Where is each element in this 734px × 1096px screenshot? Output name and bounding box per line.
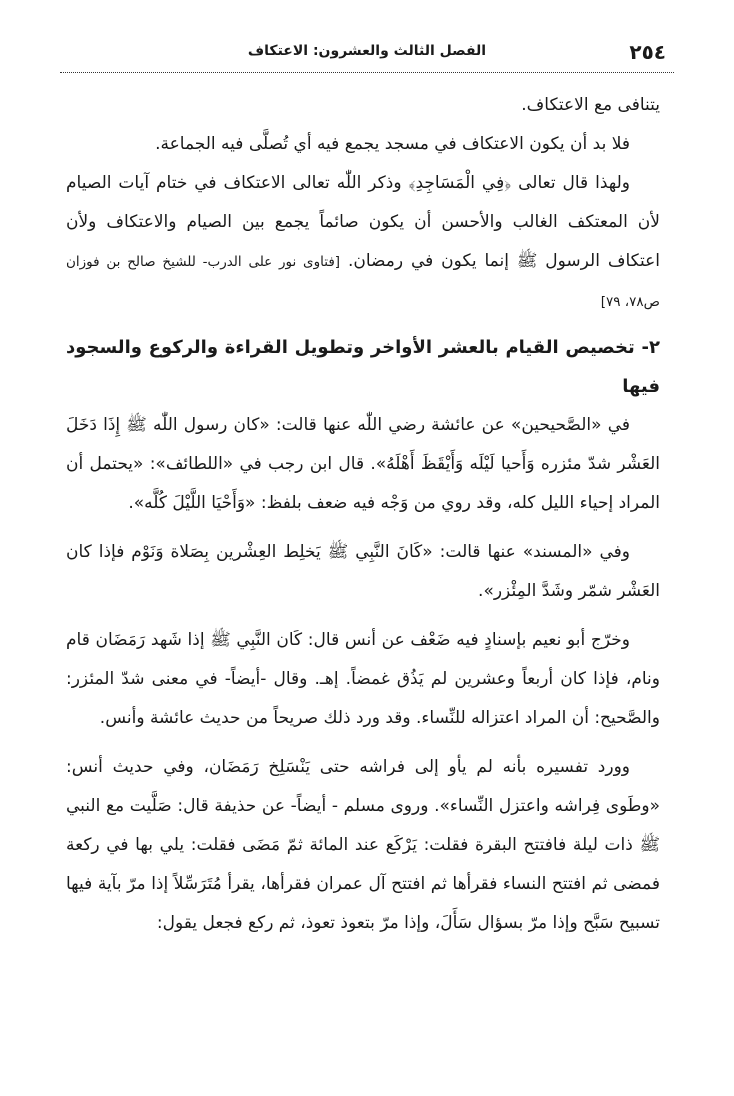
paragraph: فلا بد أن يكون الاعتكاف في مسجد يجمع فيه أي تُصلَّى فيه الجماعة. [155,134,630,154]
source-citation: [فتاوى نور على الدرب- للشيخ صالح بن فوزان ص٧٨، ٧٩] [66,254,660,310]
running-head: الفصل الثالث والعشرون: الاعتكاف [247,43,487,59]
paragraph: وفي «المسند» عنها قالت: «كَانَ النَّبِي ﷺ يَخلِط العِشْرين بِصَلاة وَنَوْم فإذا كان العَشْر شمّر وشَدَّ المِئْزر». [66,542,660,601]
paragraph [66,164,660,322]
page-body [66,86,660,943]
paragraph: وورد تفسيره بأنه لم يأو إلى فراشه حتى يَنْسَلِخ رَمَضَان، وفي حديث أنس: «وطَوى فِراشه واعتزل النِّساء». وروى مسلم - أيضاً- عن حذيفة قال: صَلَّيت مع النبي ﷺ ذات ليلة فافتتح البقرة فقلت: يَرْكَع عند المائة ثمّ مَضَى فقلت: يلي بها في ركعة فمضى ثم افتتح النساء فقرأها ثم افتتح آل عمران فقرأها، يقرأ مُتَرَسِّلاً إذا مرّ بآية فيها تسبيح سَبَّح وإذا مرّ بسؤال سَأَلَ، وإذا مرّ بتعوذ تعوذ، ثم ركع فجعل يقول: [66,757,660,933]
paragraph: وخرّج أبو نعيم بإسنادٍ فيه ضَعْف عن أنس قال: كَان النَّبِي ﷺ إذا شَهد رَمَضَان قام ونام، فإذا كان أربعاً وعشرين لم يَذُق غمضاً. إهـ. وقال -أيضاً- في معنى شدّ المئزر: والصَّحيح: أن المراد اعتزاله للنِّساء. وقد ورد ذلك صريحاً من حديث عائشة وأنس. [66,630,660,728]
paragraph: يتنافى مع الاعتكاف. [521,95,660,115]
page-number: ٢٥٤ [629,40,666,64]
section-heading: ٢- تخصيص القيام بالعشر الأواخر وتطويل القراءة والركوع والسجود فيها [66,337,660,397]
paragraph: في «الصَّحيحين» عن عائشة رضي اللّٰه عنها قالت: «كان رسول اللّٰه ﷺ إِذَا دَخَلَ العَشْر شدّ مئزره وَأَحيا لَيْلَه وَأَيْقَظَ أَهْلَهُ». قال ابن رجب في «اللطائف»: «يحتمل أن المراد إحياء الليل كله، وقد روي من وَجْه فيه ضعف بلفظ: «وَأَحْيَا اللَّيْلَ كُلَّه». [66,415,660,513]
page-header [60,38,674,68]
header-divider [60,72,674,73]
paragraph-text: ولهذا قال تعالى ﴿فِي الْمَسَاجِدِ﴾ وذكر اللّٰه تعالى الاعتكاف في ختام آيات الصيام لأن المعتكف الغالب والأحسن أن يكون صائماً يجمع بين الصيام والاعتكاف ولأن اعتكاف الرسول ﷺ إنما يكون في رمضان. [66,173,661,271]
